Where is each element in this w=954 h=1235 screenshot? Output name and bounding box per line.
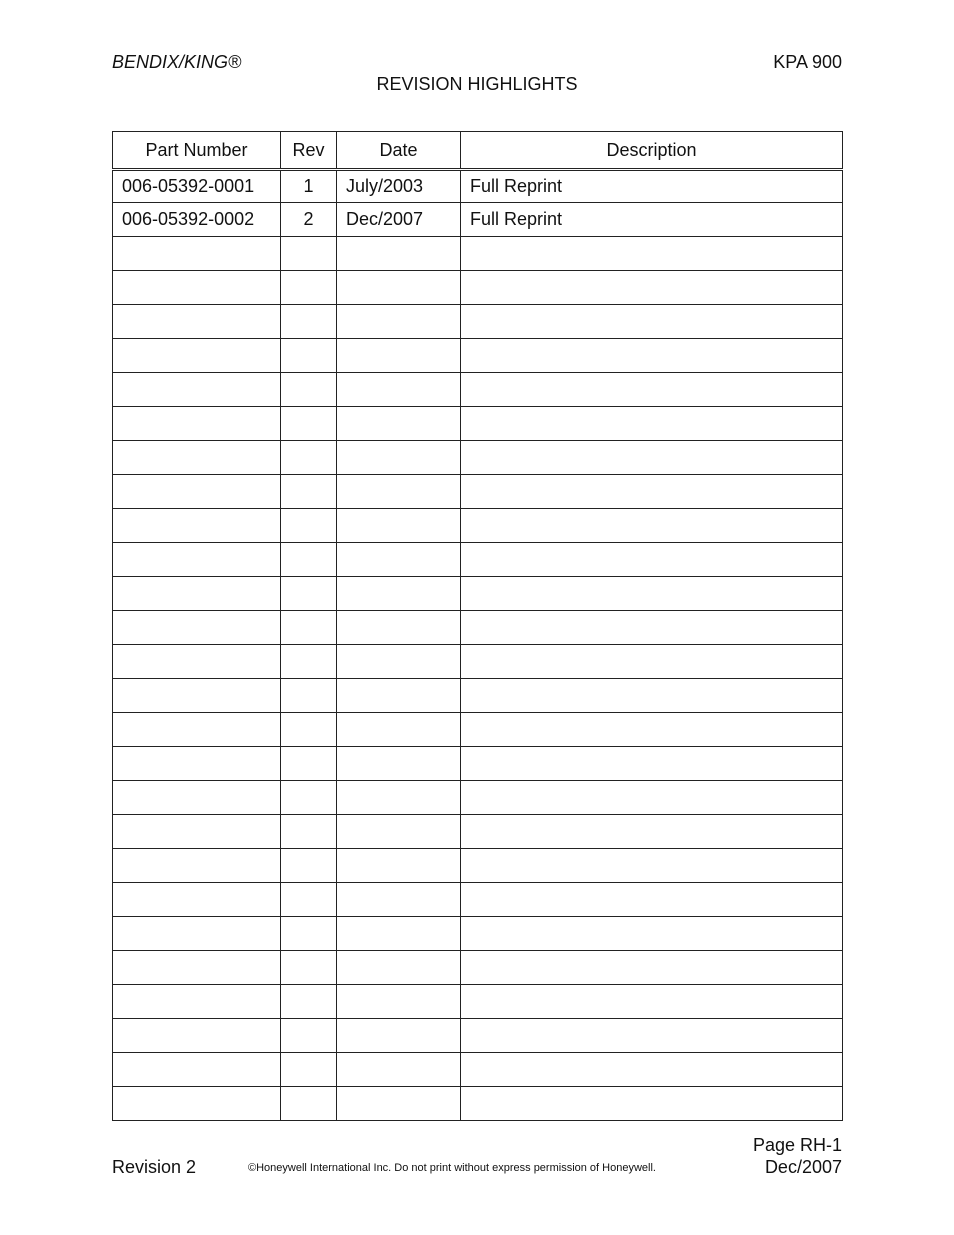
table-row [113, 645, 843, 679]
rev-cell [281, 611, 337, 645]
date-cell: Dec/2007 [337, 203, 461, 237]
description-cell [461, 577, 843, 611]
date-cell [337, 611, 461, 645]
rev-cell [281, 985, 337, 1019]
description-cell [461, 985, 843, 1019]
table-row [113, 747, 843, 781]
table-row [113, 849, 843, 883]
rev-cell [281, 509, 337, 543]
description-cell [461, 713, 843, 747]
date-cell [337, 645, 461, 679]
description-cell [461, 645, 843, 679]
rev-cell [281, 305, 337, 339]
description-cell [461, 543, 843, 577]
part-number-cell [113, 1019, 281, 1053]
part-number-cell [113, 1053, 281, 1087]
rev-cell [281, 645, 337, 679]
date-cell [337, 815, 461, 849]
table-row [113, 543, 843, 577]
table-row [113, 305, 843, 339]
date-cell [337, 713, 461, 747]
rev-cell [281, 475, 337, 509]
date-cell [337, 271, 461, 305]
rev-cell [281, 407, 337, 441]
date-cell [337, 883, 461, 917]
table-row [113, 407, 843, 441]
part-number-cell [113, 883, 281, 917]
description-cell [461, 237, 843, 271]
rev-cell [281, 883, 337, 917]
date-cell [337, 1053, 461, 1087]
table-header-row [113, 132, 843, 170]
date-cell [337, 373, 461, 407]
part-number-cell [113, 849, 281, 883]
part-number-cell: 006-05392-0002 [113, 203, 281, 237]
table-row [113, 713, 843, 747]
table-row [113, 1019, 843, 1053]
table-row [113, 441, 843, 475]
column-header-rev: Rev [281, 132, 337, 170]
date-cell [337, 237, 461, 271]
brand-name: BENDIX/KING® [112, 52, 242, 72]
page-number: Page RH-1 [752, 1135, 842, 1155]
date-cell: July/2003 [337, 170, 461, 203]
part-number-cell [113, 271, 281, 305]
part-number-cell [113, 713, 281, 747]
rev-cell [281, 781, 337, 815]
footer-date: Dec/2007 [764, 1157, 842, 1177]
part-number-cell [113, 441, 281, 475]
rev-cell [281, 747, 337, 781]
revision-table [112, 131, 843, 1121]
part-number-cell [113, 815, 281, 849]
part-number-cell [113, 407, 281, 441]
rev-cell [281, 577, 337, 611]
table-row [113, 475, 843, 509]
description-cell [461, 679, 843, 713]
table-row [113, 339, 843, 373]
date-cell [337, 985, 461, 1019]
date-cell [337, 951, 461, 985]
table-row [113, 985, 843, 1019]
rev-cell [281, 1019, 337, 1053]
table-row [113, 679, 843, 713]
description-cell [461, 373, 843, 407]
part-number-cell [113, 475, 281, 509]
description-cell [461, 1053, 843, 1087]
date-cell [337, 509, 461, 543]
rev-cell [281, 271, 337, 305]
date-cell [337, 407, 461, 441]
rev-cell [281, 849, 337, 883]
date-cell [337, 849, 461, 883]
table-row [113, 883, 843, 917]
copyright-notice: ©Honeywell International Inc. Do not print without express permission of Honeywell. [248, 1162, 656, 1174]
date-cell [337, 747, 461, 781]
part-number-cell [113, 781, 281, 815]
date-cell [337, 305, 461, 339]
table-row [113, 1053, 843, 1087]
date-cell [337, 1019, 461, 1053]
table-row [113, 781, 843, 815]
table-row [113, 815, 843, 849]
part-number-cell: 006-05392-0001 [113, 170, 281, 203]
date-cell [337, 781, 461, 815]
part-number-cell [113, 1087, 281, 1121]
column-header-part-number: Part Number [113, 132, 281, 170]
description-cell [461, 407, 843, 441]
table-row [113, 577, 843, 611]
description-cell [461, 1019, 843, 1053]
description-cell [461, 339, 843, 373]
column-header-date: Date [337, 132, 461, 170]
table-row [113, 509, 843, 543]
description-cell [461, 951, 843, 985]
description-cell [461, 815, 843, 849]
table-row [113, 917, 843, 951]
description-cell: Full Reprint [461, 203, 843, 237]
description-cell [461, 781, 843, 815]
table-row [113, 611, 843, 645]
part-number-cell [113, 305, 281, 339]
description-cell [461, 883, 843, 917]
part-number-cell [113, 747, 281, 781]
rev-cell [281, 441, 337, 475]
table-row [113, 237, 843, 271]
part-number-cell [113, 917, 281, 951]
description-cell [461, 509, 843, 543]
part-number-cell [113, 679, 281, 713]
rev-cell [281, 237, 337, 271]
rev-cell [281, 543, 337, 577]
part-number-cell [113, 985, 281, 1019]
table-row [113, 951, 843, 985]
footer-revision: Revision 2 [112, 1157, 197, 1177]
rev-cell [281, 339, 337, 373]
date-cell [337, 543, 461, 577]
part-number-cell [113, 543, 281, 577]
table-row [113, 203, 843, 237]
part-number-cell [113, 373, 281, 407]
rev-cell [281, 1053, 337, 1087]
description-cell [461, 611, 843, 645]
part-number-cell [113, 645, 281, 679]
rev-cell [281, 373, 337, 407]
description-cell: Full Reprint [461, 170, 843, 203]
description-cell [461, 475, 843, 509]
table-body [113, 170, 843, 1121]
part-number-cell [113, 237, 281, 271]
rev-cell [281, 679, 337, 713]
rev-cell [281, 951, 337, 985]
rev-cell [281, 917, 337, 951]
rev-cell: 2 [281, 203, 337, 237]
table-row [113, 373, 843, 407]
rev-cell [281, 815, 337, 849]
date-cell [337, 475, 461, 509]
table-row [113, 170, 843, 203]
date-cell [337, 577, 461, 611]
table-row [113, 1087, 843, 1121]
description-cell [461, 747, 843, 781]
description-cell [461, 1087, 843, 1121]
description-cell [461, 441, 843, 475]
rev-cell [281, 713, 337, 747]
table-row [113, 271, 843, 305]
description-cell [461, 305, 843, 339]
part-number-cell [113, 951, 281, 985]
description-cell [461, 271, 843, 305]
description-cell [461, 849, 843, 883]
date-cell [337, 679, 461, 713]
date-cell [337, 1087, 461, 1121]
rev-cell [281, 1087, 337, 1121]
page-title: REVISION HIGHLIGHTS [376, 74, 578, 94]
date-cell [337, 339, 461, 373]
column-header-description: Description [461, 132, 843, 170]
part-number-cell [113, 577, 281, 611]
rev-cell: 1 [281, 170, 337, 203]
part-number-cell [113, 611, 281, 645]
description-cell [461, 917, 843, 951]
model-number: KPA 900 [773, 52, 842, 72]
date-cell [337, 441, 461, 475]
part-number-cell [113, 339, 281, 373]
date-cell [337, 917, 461, 951]
part-number-cell [113, 509, 281, 543]
